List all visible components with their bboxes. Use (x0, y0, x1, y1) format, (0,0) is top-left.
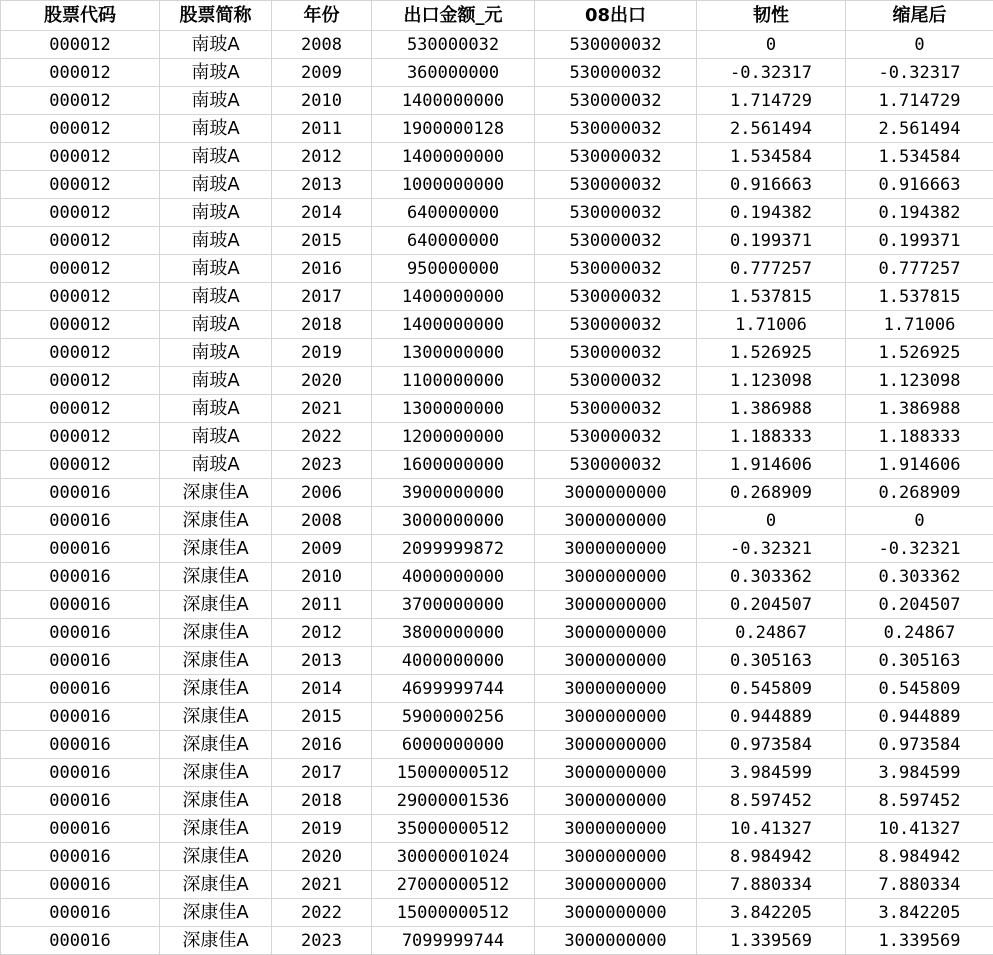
cell-export-2008[interactable]: 530000032 (535, 451, 697, 479)
cell-stock-name[interactable]: 深康佳A (160, 759, 272, 787)
cell-stock-code[interactable]: 000012 (1, 423, 160, 451)
table-row (1, 479, 993, 507)
table-row (1, 339, 993, 367)
cell-stock-name[interactable]: 南玻A (160, 283, 272, 311)
cell-stock-name[interactable]: 南玻A (160, 367, 272, 395)
cell-stock-name[interactable]: 深康佳A (160, 535, 272, 563)
cell-stock-code[interactable]: 000016 (1, 759, 160, 787)
table-row (1, 171, 993, 199)
table-row (1, 843, 993, 871)
cell-stock-code[interactable]: 000012 (1, 115, 160, 143)
cell-export-2008[interactable]: 530000032 (535, 283, 697, 311)
cell-stock-code[interactable]: 000012 (1, 283, 160, 311)
cell-winsorized[interactable]: 7.880334 (846, 871, 993, 899)
cell-export-amount[interactable]: 1400000000 (372, 87, 535, 115)
cell-year[interactable]: 2012 (272, 619, 372, 647)
table-row (1, 423, 993, 451)
table-row (1, 535, 993, 563)
table-row (1, 395, 993, 423)
cell-export-2008[interactable]: 530000032 (535, 87, 697, 115)
cell-year[interactable]: 2006 (272, 479, 372, 507)
table-row (1, 367, 993, 395)
cell-export-2008[interactable]: 3000000000 (535, 563, 697, 591)
cell-stock-name[interactable]: 深康佳A (160, 843, 272, 871)
cell-export-2008[interactable]: 3000000000 (535, 619, 697, 647)
cell-export-amount[interactable]: 30000001024 (372, 843, 535, 871)
table-row (1, 815, 993, 843)
cell-resilience[interactable]: 0.204507 (697, 591, 846, 619)
cell-stock-name[interactable]: 深康佳A (160, 619, 272, 647)
cell-export-amount[interactable]: 530000032 (372, 31, 535, 59)
table-row (1, 927, 993, 955)
cell-year[interactable]: 2013 (272, 647, 372, 675)
cell-resilience[interactable]: 1.714729 (697, 87, 846, 115)
table-row (1, 311, 993, 339)
cell-resilience[interactable]: 0.194382 (697, 199, 846, 227)
header-stock-name[interactable]: 股票简称 (160, 1, 272, 31)
cell-stock-code[interactable]: 000016 (1, 535, 160, 563)
cell-year[interactable]: 2012 (272, 143, 372, 171)
cell-winsorized[interactable]: 1.526925 (846, 339, 993, 367)
cell-stock-name[interactable]: 深康佳A (160, 787, 272, 815)
cell-stock-code[interactable]: 000012 (1, 311, 160, 339)
cell-stock-code[interactable]: 000012 (1, 59, 160, 87)
cell-export-2008[interactable]: 530000032 (535, 227, 697, 255)
cell-stock-name[interactable]: 南玻A (160, 255, 272, 283)
header-resilience[interactable]: 韧性 (697, 1, 846, 31)
cell-export-amount[interactable]: 2099999872 (372, 535, 535, 563)
cell-winsorized[interactable]: -0.32317 (846, 59, 993, 87)
cell-year[interactable]: 2009 (272, 535, 372, 563)
cell-year[interactable]: 2008 (272, 31, 372, 59)
cell-export-2008[interactable]: 3000000000 (535, 507, 697, 535)
cell-stock-code[interactable]: 000016 (1, 927, 160, 955)
cell-export-2008[interactable]: 530000032 (535, 143, 697, 171)
cell-winsorized[interactable]: 1.188333 (846, 423, 993, 451)
table-row (1, 143, 993, 171)
cell-resilience[interactable]: -0.32317 (697, 59, 846, 87)
table-row (1, 59, 993, 87)
cell-resilience[interactable]: 1.386988 (697, 395, 846, 423)
cell-year[interactable]: 2011 (272, 591, 372, 619)
cell-export-2008[interactable]: 3000000000 (535, 675, 697, 703)
cell-winsorized[interactable]: 1.123098 (846, 367, 993, 395)
cell-winsorized[interactable]: 8.984942 (846, 843, 993, 871)
cell-year[interactable]: 2008 (272, 507, 372, 535)
cell-export-amount[interactable]: 1300000000 (372, 395, 535, 423)
cell-export-amount[interactable]: 4000000000 (372, 563, 535, 591)
cell-export-amount[interactable]: 950000000 (372, 255, 535, 283)
cell-export-amount[interactable]: 1000000000 (372, 171, 535, 199)
cell-winsorized[interactable]: 1.534584 (846, 143, 993, 171)
table-row (1, 563, 993, 591)
cell-winsorized[interactable]: 1.914606 (846, 451, 993, 479)
cell-winsorized[interactable]: 0.916663 (846, 171, 993, 199)
table-row (1, 591, 993, 619)
cell-resilience[interactable]: 0.777257 (697, 255, 846, 283)
cell-winsorized[interactable]: 1.714729 (846, 87, 993, 115)
cell-stock-name[interactable]: 南玻A (160, 339, 272, 367)
cell-winsorized[interactable]: 0.194382 (846, 199, 993, 227)
cell-year[interactable]: 2018 (272, 311, 372, 339)
table-row (1, 703, 993, 731)
cell-resilience[interactable]: 0 (697, 31, 846, 59)
cell-export-2008[interactable]: 530000032 (535, 199, 697, 227)
cell-export-amount[interactable]: 1900000128 (372, 115, 535, 143)
cell-stock-code[interactable]: 000016 (1, 591, 160, 619)
cell-stock-code[interactable]: 000012 (1, 339, 160, 367)
cell-resilience[interactable]: 1.339569 (697, 927, 846, 955)
cell-winsorized[interactable]: 0.973584 (846, 731, 993, 759)
cell-stock-name[interactable]: 南玻A (160, 143, 272, 171)
table-row (1, 115, 993, 143)
cell-stock-name[interactable]: 深康佳A (160, 591, 272, 619)
cell-year[interactable]: 2015 (272, 703, 372, 731)
cell-export-amount[interactable]: 640000000 (372, 227, 535, 255)
cell-stock-name[interactable]: 南玻A (160, 227, 272, 255)
cell-export-2008[interactable]: 530000032 (535, 171, 697, 199)
cell-export-amount[interactable]: 4000000000 (372, 647, 535, 675)
cell-resilience[interactable]: 0.24867 (697, 619, 846, 647)
table-row (1, 451, 993, 479)
cell-stock-code[interactable]: 000016 (1, 815, 160, 843)
cell-year[interactable]: 2019 (272, 339, 372, 367)
cell-export-amount[interactable]: 29000001536 (372, 787, 535, 815)
cell-year[interactable]: 2015 (272, 227, 372, 255)
cell-winsorized[interactable]: 3.842205 (846, 899, 993, 927)
cell-winsorized[interactable]: 1.537815 (846, 283, 993, 311)
cell-winsorized[interactable]: 1.71006 (846, 311, 993, 339)
cell-export-amount[interactable]: 1400000000 (372, 283, 535, 311)
table-row (1, 283, 993, 311)
cell-stock-code[interactable]: 000016 (1, 563, 160, 591)
cell-export-amount[interactable]: 1400000000 (372, 143, 535, 171)
cell-stock-code[interactable]: 000016 (1, 731, 160, 759)
cell-resilience[interactable]: 0.199371 (697, 227, 846, 255)
cell-resilience[interactable]: 0 (697, 507, 846, 535)
cell-export-2008[interactable]: 3000000000 (535, 731, 697, 759)
cell-stock-code[interactable]: 000016 (1, 507, 160, 535)
cell-resilience[interactable]: 2.561494 (697, 115, 846, 143)
cell-export-amount[interactable]: 1300000000 (372, 339, 535, 367)
cell-export-2008[interactable]: 3000000000 (535, 927, 697, 955)
cell-resilience[interactable]: 1.526925 (697, 339, 846, 367)
cell-stock-name[interactable]: 深康佳A (160, 563, 272, 591)
cell-export-amount[interactable]: 1100000000 (372, 367, 535, 395)
header-export-2008[interactable]: 08出口 (535, 1, 697, 31)
cell-stock-name[interactable]: 深康佳A (160, 703, 272, 731)
cell-stock-code[interactable]: 000016 (1, 871, 160, 899)
table-header (1, 1, 993, 31)
cell-year[interactable]: 2010 (272, 87, 372, 115)
cell-export-amount[interactable]: 1600000000 (372, 451, 535, 479)
header-export-amount[interactable]: 出口金额_元 (372, 1, 535, 31)
cell-export-2008[interactable]: 530000032 (535, 255, 697, 283)
cell-winsorized[interactable]: 0.303362 (846, 563, 993, 591)
cell-resilience[interactable]: 3.842205 (697, 899, 846, 927)
table-row (1, 675, 993, 703)
cell-winsorized[interactable]: 0.24867 (846, 619, 993, 647)
cell-stock-code[interactable]: 000012 (1, 451, 160, 479)
cell-resilience[interactable]: 0.305163 (697, 647, 846, 675)
cell-year[interactable]: 2019 (272, 815, 372, 843)
cell-resilience[interactable]: 1.123098 (697, 367, 846, 395)
cell-winsorized[interactable]: 3.984599 (846, 759, 993, 787)
table-row (1, 899, 993, 927)
cell-stock-name[interactable]: 深康佳A (160, 731, 272, 759)
cell-resilience[interactable]: 1.534584 (697, 143, 846, 171)
header-year[interactable]: 年份 (272, 1, 372, 31)
cell-stock-code[interactable]: 000012 (1, 227, 160, 255)
cell-export-amount[interactable]: 3700000000 (372, 591, 535, 619)
table-row (1, 87, 993, 115)
cell-winsorized[interactable]: 0.545809 (846, 675, 993, 703)
cell-resilience[interactable]: 0.973584 (697, 731, 846, 759)
cell-stock-code[interactable]: 000012 (1, 171, 160, 199)
cell-year[interactable]: 2013 (272, 171, 372, 199)
table-row (1, 619, 993, 647)
cell-stock-name[interactable]: 深康佳A (160, 815, 272, 843)
cell-resilience[interactable]: 1.537815 (697, 283, 846, 311)
cell-export-2008[interactable]: 530000032 (535, 115, 697, 143)
table-row (1, 255, 993, 283)
cell-year[interactable]: 2016 (272, 731, 372, 759)
cell-stock-name[interactable]: 南玻A (160, 31, 272, 59)
cell-export-amount[interactable]: 15000000512 (372, 899, 535, 927)
cell-stock-name[interactable]: 南玻A (160, 171, 272, 199)
cell-winsorized[interactable]: 2.561494 (846, 115, 993, 143)
cell-resilience[interactable]: 0.916663 (697, 171, 846, 199)
cell-stock-code[interactable]: 000012 (1, 199, 160, 227)
cell-export-amount[interactable]: 7099999744 (372, 927, 535, 955)
cell-stock-code[interactable]: 000016 (1, 787, 160, 815)
table-row (1, 731, 993, 759)
cell-resilience[interactable]: 0.303362 (697, 563, 846, 591)
table-row (1, 787, 993, 815)
cell-winsorized[interactable]: 1.386988 (846, 395, 993, 423)
cell-winsorized[interactable]: 0.944889 (846, 703, 993, 731)
cell-resilience[interactable]: 1.914606 (697, 451, 846, 479)
cell-winsorized[interactable]: -0.32321 (846, 535, 993, 563)
cell-export-amount[interactable]: 360000000 (372, 59, 535, 87)
header-row (1, 1, 993, 31)
cell-winsorized[interactable]: 0 (846, 31, 993, 59)
cell-export-amount[interactable]: 3000000000 (372, 507, 535, 535)
cell-resilience[interactable]: 8.597452 (697, 787, 846, 815)
cell-year[interactable]: 2023 (272, 451, 372, 479)
cell-stock-name[interactable]: 深康佳A (160, 927, 272, 955)
cell-resilience[interactable]: -0.32321 (697, 535, 846, 563)
cell-stock-code[interactable]: 000012 (1, 395, 160, 423)
cell-export-2008[interactable]: 530000032 (535, 59, 697, 87)
cell-year[interactable]: 2021 (272, 395, 372, 423)
cell-stock-name[interactable]: 南玻A (160, 423, 272, 451)
cell-export-amount[interactable]: 3900000000 (372, 479, 535, 507)
cell-resilience[interactable]: 8.984942 (697, 843, 846, 871)
cell-resilience[interactable]: 0.944889 (697, 703, 846, 731)
table-row (1, 647, 993, 675)
cell-export-2008[interactable]: 3000000000 (535, 647, 697, 675)
cell-year[interactable]: 2010 (272, 563, 372, 591)
cell-stock-name[interactable]: 南玻A (160, 311, 272, 339)
cell-resilience[interactable]: 0.268909 (697, 479, 846, 507)
cell-year[interactable]: 2016 (272, 255, 372, 283)
cell-year[interactable]: 2017 (272, 759, 372, 787)
cell-stock-name[interactable]: 深康佳A (160, 871, 272, 899)
cell-stock-code[interactable]: 000016 (1, 843, 160, 871)
cell-winsorized[interactable]: 0 (846, 507, 993, 535)
cell-stock-code[interactable]: 000016 (1, 675, 160, 703)
cell-export-amount[interactable]: 6000000000 (372, 731, 535, 759)
cell-stock-code[interactable]: 000012 (1, 255, 160, 283)
cell-resilience[interactable]: 1.188333 (697, 423, 846, 451)
cell-export-2008[interactable]: 3000000000 (535, 815, 697, 843)
cell-winsorized[interactable]: 0.268909 (846, 479, 993, 507)
cell-export-2008[interactable]: 3000000000 (535, 535, 697, 563)
table-row (1, 871, 993, 899)
cell-export-2008[interactable]: 3000000000 (535, 759, 697, 787)
cell-export-2008[interactable]: 530000032 (535, 311, 697, 339)
table-row (1, 507, 993, 535)
cell-winsorized[interactable]: 0.204507 (846, 591, 993, 619)
cell-export-amount[interactable]: 27000000512 (372, 871, 535, 899)
cell-stock-name[interactable]: 深康佳A (160, 479, 272, 507)
cell-winsorized[interactable]: 10.41327 (846, 815, 993, 843)
cell-stock-name[interactable]: 南玻A (160, 115, 272, 143)
cell-stock-name[interactable]: 深康佳A (160, 899, 272, 927)
cell-stock-code[interactable]: 000016 (1, 619, 160, 647)
cell-stock-name[interactable]: 南玻A (160, 395, 272, 423)
cell-export-2008[interactable]: 3000000000 (535, 479, 697, 507)
cell-winsorized[interactable]: 1.339569 (846, 927, 993, 955)
cell-year[interactable]: 2009 (272, 59, 372, 87)
cell-winsorized[interactable]: 8.597452 (846, 787, 993, 815)
cell-resilience[interactable]: 0.545809 (697, 675, 846, 703)
header-winsorized[interactable]: 缩尾后 (846, 1, 993, 31)
cell-year[interactable]: 2011 (272, 115, 372, 143)
cell-stock-name[interactable]: 深康佳A (160, 507, 272, 535)
cell-resilience[interactable]: 1.71006 (697, 311, 846, 339)
cell-export-amount[interactable]: 5900000256 (372, 703, 535, 731)
cell-year[interactable]: 2014 (272, 675, 372, 703)
cell-stock-name[interactable]: 深康佳A (160, 647, 272, 675)
cell-stock-code[interactable]: 000016 (1, 703, 160, 731)
cell-export-2008[interactable]: 530000032 (535, 395, 697, 423)
cell-year[interactable]: 2023 (272, 927, 372, 955)
cell-stock-name[interactable]: 深康佳A (160, 675, 272, 703)
cell-year[interactable]: 2014 (272, 199, 372, 227)
table-row (1, 199, 993, 227)
cell-year[interactable]: 2020 (272, 843, 372, 871)
cell-export-2008[interactable]: 3000000000 (535, 843, 697, 871)
cell-export-amount[interactable]: 640000000 (372, 199, 535, 227)
cell-stock-code[interactable]: 000016 (1, 479, 160, 507)
cell-winsorized[interactable]: 0.199371 (846, 227, 993, 255)
cell-export-2008[interactable]: 3000000000 (535, 787, 697, 815)
cell-winsorized[interactable]: 0.777257 (846, 255, 993, 283)
cell-export-2008[interactable]: 3000000000 (535, 591, 697, 619)
cell-resilience[interactable]: 10.41327 (697, 815, 846, 843)
cell-export-2008[interactable]: 530000032 (535, 423, 697, 451)
cell-stock-name[interactable]: 南玻A (160, 451, 272, 479)
cell-export-amount[interactable]: 4699999744 (372, 675, 535, 703)
header-stock-code[interactable]: 股票代码 (1, 1, 160, 31)
cell-stock-name[interactable]: 南玻A (160, 87, 272, 115)
cell-stock-code[interactable]: 000016 (1, 899, 160, 927)
cell-export-2008[interactable]: 530000032 (535, 339, 697, 367)
cell-stock-code[interactable]: 000012 (1, 31, 160, 59)
cell-export-2008[interactable]: 530000032 (535, 367, 697, 395)
cell-export-amount[interactable]: 35000000512 (372, 815, 535, 843)
table-body (1, 31, 993, 955)
cell-stock-name[interactable]: 南玻A (160, 59, 272, 87)
cell-stock-code[interactable]: 000012 (1, 143, 160, 171)
cell-resilience[interactable]: 3.984599 (697, 759, 846, 787)
cell-stock-code[interactable]: 000012 (1, 87, 160, 115)
cell-export-2008[interactable]: 3000000000 (535, 899, 697, 927)
cell-year[interactable]: 2018 (272, 787, 372, 815)
cell-export-amount[interactable]: 3800000000 (372, 619, 535, 647)
cell-stock-code[interactable]: 000012 (1, 367, 160, 395)
cell-year[interactable]: 2021 (272, 871, 372, 899)
table-row (1, 759, 993, 787)
cell-export-2008[interactable]: 3000000000 (535, 871, 697, 899)
cell-winsorized[interactable]: 0.305163 (846, 647, 993, 675)
table-row (1, 227, 993, 255)
cell-export-amount[interactable]: 1400000000 (372, 311, 535, 339)
cell-export-amount[interactable]: 15000000512 (372, 759, 535, 787)
table-row (1, 31, 993, 59)
cell-export-2008[interactable]: 530000032 (535, 31, 697, 59)
cell-resilience[interactable]: 7.880334 (697, 871, 846, 899)
cell-stock-name[interactable]: 南玻A (160, 199, 272, 227)
cell-year[interactable]: 2017 (272, 283, 372, 311)
cell-year[interactable]: 2020 (272, 367, 372, 395)
cell-export-amount[interactable]: 1200000000 (372, 423, 535, 451)
cell-export-2008[interactable]: 3000000000 (535, 703, 697, 731)
cell-stock-code[interactable]: 000016 (1, 647, 160, 675)
cell-year[interactable]: 2022 (272, 899, 372, 927)
cell-year[interactable]: 2022 (272, 423, 372, 451)
